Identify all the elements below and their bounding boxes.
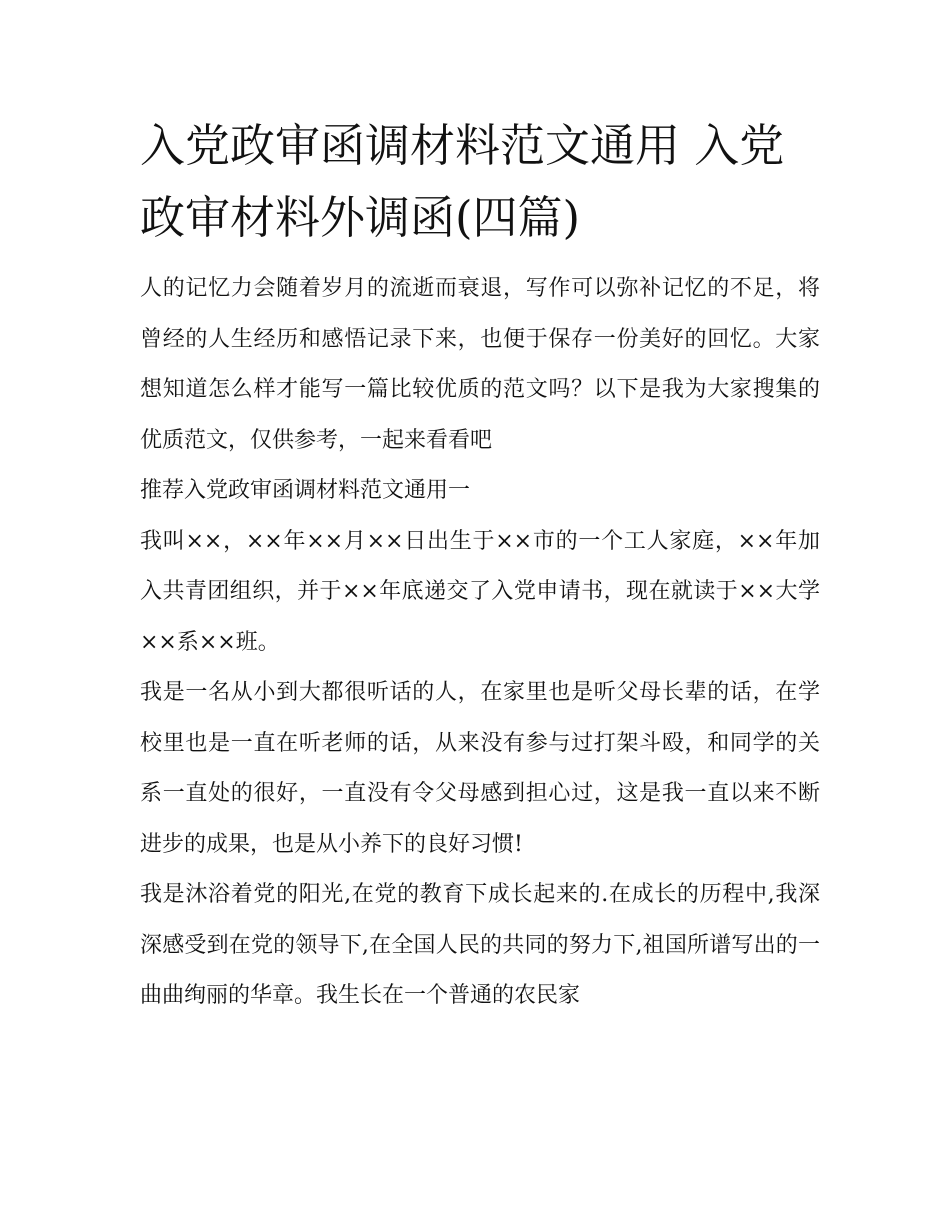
paragraph-growth: 我是沐浴着党的阳光,在党的教育下成长起来的.在成长的历程中,我深深感受到在党的领导下,在全国人民的共同的努力下,祖国所谱写出的一曲曲绚丽的华章。我生长在一个普通的农民家 <box>140 882 820 1008</box>
paragraph-character: 我是一名从小到大都很听话的人，在家里也是听父母长辈的话，在学校里也是一直在听老师的话，从来没有参与过打架斗殴，和同学的关系一直处的很好，一直没有令父母感到担心过，这是我一直以来不断进步的成果，也是从小养下的良好习惯! <box>140 680 820 857</box>
document-title: 入党政审函调材料范文通用 入党政审材料外调函(四篇) <box>140 119 785 244</box>
paragraph-intro: 人的记忆力会随着岁月的流逝而衰退，写作可以弥补记忆的不足，将曾经的人生经历和感悟记录下来，也便于保存一份美好的回忆。大家想知道怎么样才能写一篇比较优质的范文吗？以下是我为大家搜集的优质范文，仅供参考，一起来看看吧 <box>140 276 820 453</box>
document-content <box>140 110 820 1022</box>
paragraph-personal-info: 我叫××，××年××月××日出生于××市的一个工人家庭，××年加入共青团组织，并于××年底递交了入党申请书，现在就读于××大学××系××班。 <box>140 528 820 655</box>
document-body <box>140 264 820 1022</box>
paragraph-section-heading: 推荐入党政审函调材料范文通用一 <box>140 478 471 503</box>
